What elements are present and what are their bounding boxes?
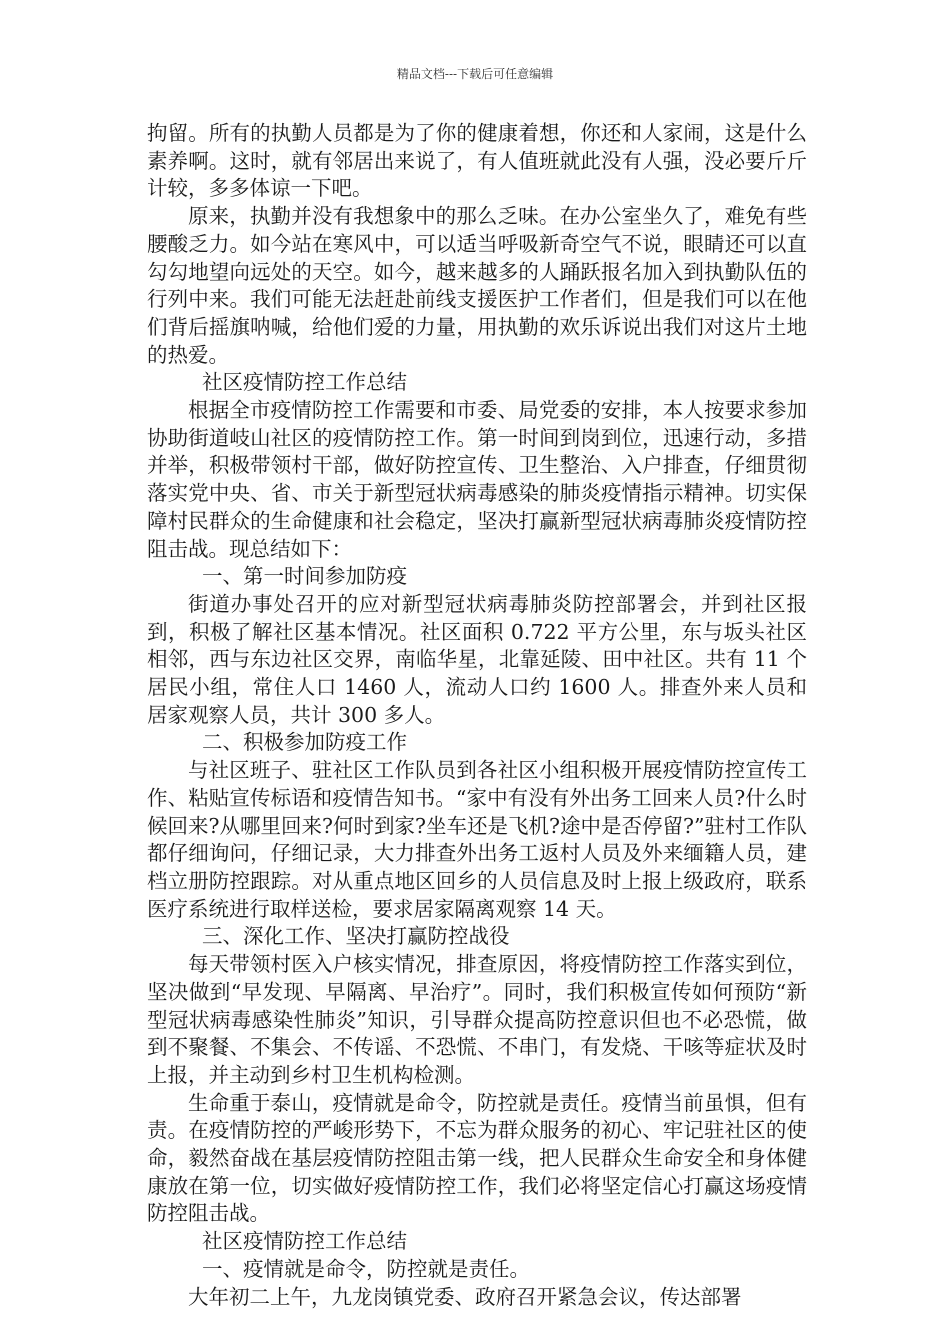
paragraph: 拘留。所有的执勤人员都是为了你的健康着想，你还和人家闹，这是什么素养啊。这时，就有邻居出来说了，有人值班就此没有人强，没必要斤斤计较，多多体谅一下吧。: [147, 121, 807, 201]
section-heading: 三、深化工作、坚决打赢防控战役: [202, 924, 510, 949]
paragraph: 原来，执勤并没有我想象中的那么乏味。在办公室坐久了，难免有些腰酸乏力。如今站在寒风中，可以适当呼吸新奇空气不说，眼睛还可以直勾勾地望向远处的天空。如今，越来越多的人踊跃报名加入到执勤队伍的行列中来。我们可能无法赶赴前线支援医护工作者们，但是我们可以在他们背后摇旗呐喊，给他们爱的力量，用执勤的欢乐诉说出我们对这片土地的热爱。: [147, 204, 807, 367]
paragraph: 街道办事处召开的应对新型冠状病毒肺炎防控部署会，并到社区报到，积极了解社区基本情况。社区面积 0.722 平方公里，东与坂头社区相邻，西与东边社区交界，南临华星，北靠延陵、田中社区。共有 11 个居民小组，常住人口 1460 人，流动人口约 1600 人。排查外来人员和居家观察人员，共计 300 多人。: [147, 591, 807, 727]
paragraph: 生命重于泰山，疫情就是命令，防控就是责任。疫情当前虽惧，但有责。在疫情防控的严峻形势下，不忘为群众服务的初心、牢记驻社区的使命，毅然奋战在基层疫情防控阻击第一线，把人民群众生命安全和身体健康放在第一位，切实做好疫情防控工作，我们必将坚定信心打赢这场疫情防控阻击战。: [147, 1090, 807, 1226]
section-heading: 社区疫情防控工作总结: [202, 370, 407, 395]
section-heading: 二、积极参加防疫工作: [202, 730, 407, 755]
paragraph: 大年初二上午，九龙岗镇党委、政府召开紧急会议，传达部署: [188, 1284, 742, 1309]
document-body: [147, 120, 807, 1311]
paragraph: 与社区班子、驻社区工作队员到各社区小组积极开展疫情防控宣传工作、粘贴宣传标语和疫情告知书。“家中有没有外出务工回来人员?什么时候回来?从哪里回来?何时到家?坐车还是飞机?途中是否停留?”驻村工作队都仔细询问，仔细记录，大力排查外出务工返村人员及外来缅籍人员，建档立册防控跟踪。对从重点地区回乡的人员信息及时上报上级政府，联系医疗系统进行取样送检，要求居家隔离观察 14 天。: [147, 758, 807, 921]
section-heading: 社区疫情防控工作总结: [202, 1229, 407, 1254]
paragraph: 根据全市疫情防控工作需要和市委、局党委的安排，本人按要求参加协助街道岐山社区的疫情防控工作。第一时间到岗到位，迅速行动，多措并举，积极带领村干部，做好防控宣传、卫生整治、入户排查，仔细贯彻落实党中央、省、市关于新型冠状病毒感染的肺炎疫情指示精神。切实保障村民群众的生命健康和社会稳定，坚决打赢新型冠状病毒肺炎疫情防控阻击战。现总结如下：: [147, 398, 807, 561]
section-heading: 一、疫情就是命令，防控就是责任。: [202, 1256, 530, 1281]
section-heading: 一、第一时间参加防疫: [202, 564, 407, 589]
page-header: 精品文档---下载后可任意编辑: [396, 67, 554, 81]
paragraph: 每天带领村医入户核实情况，排查原因，将疫情防控工作落实到位，坚决做到“早发现、早隔离、早治疗”。同时，我们积极宣传如何预防“新型冠状病毒感染性肺炎”知识，引导群众提高防控意识但也不必恐慌，做到不聚餐、不集会、不传谣、不恐慌、不串门，有发烧、干咳等症状及时上报，并主动到乡村卫生机构检测。: [147, 952, 807, 1087]
